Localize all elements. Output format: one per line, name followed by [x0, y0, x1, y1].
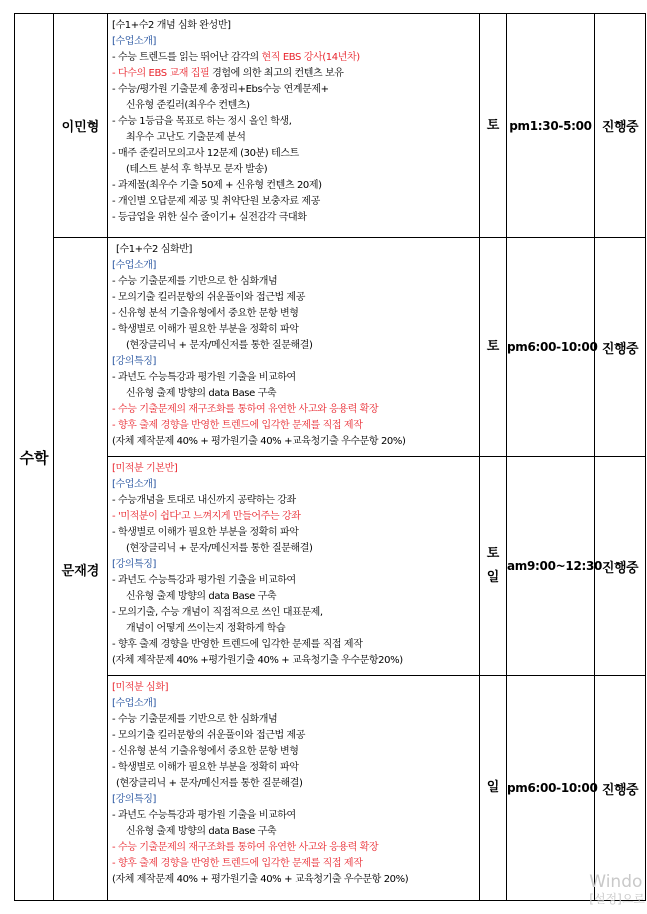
- description-text: - 매주 준킬러모의고사 12문제 (30분) 테스트: [112, 148, 299, 159]
- description-line: [112, 637, 479, 653]
- description-text: - 수능 1등급을 목표로 하는 정시 올인 학생,: [112, 116, 292, 127]
- description-text: [강의특징]: [112, 559, 157, 570]
- course-description: [108, 457, 480, 676]
- description-text: [미적분 심화]: [112, 682, 169, 693]
- course-description: [108, 14, 480, 238]
- description-text: - 과년도 수능특강과 평가원 기출을 비교하여: [112, 372, 296, 383]
- description-text: (자체 제작문제 40% +평가원기출 40% + 교육청기출 우수문항20%): [112, 655, 403, 666]
- description-text: 최우수 고난도 기출문제 분석: [126, 132, 246, 143]
- description-line: [112, 680, 479, 696]
- description-text: - 모의기출, 수능 개념이 직접적으로 쓰인 대표문제,: [112, 607, 323, 618]
- description-line: [112, 370, 479, 386]
- description-line: [112, 541, 479, 557]
- description-line: [112, 728, 479, 744]
- description-text: - 모의기출 킬러문항의 쉬운풀이와 접근법 제공: [112, 292, 306, 303]
- description-text: - 과년도 수능특강과 평가원 기출을 비교하여: [112, 810, 296, 821]
- description-line: [112, 525, 479, 541]
- description-text: - 수능개념을 토대로 내신까지 공략하는 강좌: [112, 495, 296, 506]
- description-line: [112, 178, 479, 194]
- description-text: (현장클리닉 + 문자/메신저를 통한 질문해결): [126, 543, 313, 554]
- time-cell: am9:00~12:30: [507, 457, 595, 676]
- teacher-cell: 이민형: [54, 14, 108, 238]
- table-row: [15, 676, 646, 901]
- description-line: [112, 856, 479, 872]
- description-text: (테스트 분석 후 학부모 문자 발송): [126, 164, 268, 175]
- description-line: [112, 34, 479, 50]
- description-text: 신유형 출제 방향의 data Base 구축: [126, 388, 277, 399]
- description-line: [112, 712, 479, 728]
- day-cell: [480, 457, 507, 676]
- description-line: [112, 418, 479, 434]
- day-label: 토: [486, 117, 500, 133]
- teacher-cell: 문재경: [54, 238, 108, 901]
- description-text: - 등급업을 위한 실수 줄이기+ 실전감각 극대화: [112, 212, 307, 223]
- day-label: 일: [486, 570, 500, 585]
- description-text: 현직 EBS 강사(14년차): [261, 52, 360, 63]
- description-line: [112, 605, 479, 621]
- status-cell: 진행중: [595, 457, 646, 676]
- description-line: [112, 66, 479, 82]
- day-cell: [480, 676, 507, 901]
- description-line: [112, 840, 479, 856]
- description-line: [112, 477, 479, 493]
- description-line: [112, 696, 479, 712]
- subject-cell: 수학: [15, 14, 54, 901]
- description-line: [112, 402, 479, 418]
- description-text: - 수능 기출문제의 재구조화를 통하여 유연한 사고와 응용력 확장: [112, 404, 379, 415]
- description-line: [112, 824, 479, 840]
- day-cell: [480, 14, 507, 238]
- description-text: [수업소개]: [112, 260, 157, 271]
- description-text: - 학생별로 이해가 필요한 부분을 정확히 파악: [112, 324, 299, 335]
- description-line: [112, 557, 479, 573]
- description-line: [112, 162, 479, 178]
- description-line: [112, 306, 479, 322]
- description-line: [112, 290, 479, 306]
- description-text: - 신유형 분석 기출유형에서 중요한 문항 변형: [112, 308, 299, 319]
- description-line: [112, 18, 479, 34]
- description-text: - 과년도 수능특강과 평가원 기출을 비교하여: [112, 575, 296, 586]
- description-line: [112, 434, 479, 450]
- description-line: [112, 589, 479, 605]
- description-line: [112, 354, 479, 370]
- status-cell: 진행중: [595, 676, 646, 901]
- description-line: [112, 274, 479, 290]
- description-text: [강의특징]: [112, 794, 157, 805]
- class-schedule-table: [14, 13, 646, 901]
- description-text: - 학생별로 이해가 필요한 부분을 정확히 파악: [112, 762, 299, 773]
- description-text: [수업소개]: [112, 479, 157, 490]
- description-text: 개념이 어떻게 쓰이는지 정확하게 학습: [126, 623, 286, 634]
- description-text: (현장클리닉 + 문자/메신저를 통한 질문해결): [116, 778, 303, 789]
- description-line: [112, 776, 479, 792]
- description-text: - '미적분이 쉽다'고 느껴지게 만들어주는 강좌: [112, 511, 301, 522]
- description-text: - 향후 출제 경향을 반영한 트렌드에 입각한 문제를 직접 제작: [112, 858, 363, 869]
- description-line: [112, 242, 479, 258]
- description-text: - 다수의 EBS 교재 집필: [112, 68, 210, 79]
- day-label: 일: [486, 780, 500, 795]
- description-line: [112, 322, 479, 338]
- description-line: [112, 338, 479, 354]
- table-row: [15, 14, 646, 238]
- description-text: - 신유형 분석 기출유형에서 중요한 문항 변형: [112, 746, 299, 757]
- description-line: [112, 509, 479, 525]
- description-text: 신유형 준킬러(최우수 컨텐츠): [126, 100, 250, 111]
- description-text: - 모의기출 킬러문항의 쉬운풀이와 접근법 제공: [112, 730, 306, 741]
- description-line: [112, 130, 479, 146]
- description-line: [112, 461, 479, 477]
- description-line: [112, 386, 479, 402]
- status-cell: 진행중: [595, 238, 646, 457]
- description-text: - 수능 기출문제를 기반으로 한 심화개념: [112, 276, 278, 287]
- description-line: [112, 744, 479, 760]
- description-text: [미적분 기본반]: [112, 463, 178, 474]
- table-row: [15, 457, 646, 676]
- course-description: [108, 238, 480, 457]
- description-line: [112, 653, 479, 669]
- description-line: [112, 808, 479, 824]
- description-text: [수1+수2 개념 심화 완성반]: [112, 20, 231, 31]
- time-cell: pm6:00-10:00: [507, 676, 595, 901]
- description-line: [112, 493, 479, 509]
- description-text: - 수능 기출문제의 재구조화를 통하여 유연한 사고와 응용력 확장: [112, 842, 379, 853]
- description-line: [112, 194, 479, 210]
- description-line: [112, 114, 479, 130]
- description-text: - 과제물(최우수 기출 50제 + 신유형 컨텐츠 20제): [112, 180, 322, 191]
- description-line: [112, 573, 479, 589]
- day-label: 토: [486, 339, 500, 354]
- description-text: - 수능 트렌드를 읽는 뛰어난 감각의: [112, 52, 262, 63]
- description-line: [112, 872, 479, 888]
- day-cell: [480, 238, 507, 457]
- description-text: - 개인별 오답문제 제공 및 취약단원 보충자료 제공: [112, 196, 320, 207]
- description-line: [112, 146, 479, 162]
- description-text: [수업소개]: [112, 698, 157, 709]
- table-row: [15, 238, 646, 457]
- watermark-title: Windo: [589, 872, 643, 892]
- description-text: (현장클리닉 + 문자/메신저를 통한 질문해결): [126, 340, 313, 351]
- description-line: [112, 760, 479, 776]
- description-line: [112, 792, 479, 808]
- description-text: (자체 제작문제 40% + 평가원기출 40% + 교육청기출 우수문항 20%): [112, 874, 409, 885]
- description-line: [112, 621, 479, 637]
- time-cell: pm6:00-10:00: [507, 238, 595, 457]
- description-text: (자체 제작문제 40% + 평가원기출 40% +교육청기출 우수문항 20%): [112, 436, 406, 447]
- description-line: [112, 210, 479, 226]
- description-text: - 향후 출제 경향을 반영한 트렌드에 입각한 문제를 직접 제작: [112, 639, 363, 650]
- description-text: [강의특징]: [112, 356, 157, 367]
- description-text: - 수능 기출문제를 기반으로 한 심화개념: [112, 714, 278, 725]
- description-line: [112, 258, 479, 274]
- description-line: [112, 82, 479, 98]
- description-text: 경험에 의한 최고의 컨텐츠 보유: [209, 68, 344, 79]
- description-text: - 향후 출제 경향을 반영한 트렌드에 입각한 문제를 직접 제작: [112, 420, 363, 431]
- description-text: - 학생별로 이해가 필요한 부분을 정확히 파악: [112, 527, 299, 538]
- time-cell: pm1:30-5:00: [507, 14, 595, 238]
- description-text: 신유형 출제 방향의 data Base 구축: [126, 591, 277, 602]
- description-text: 신유형 출제 방향의 data Base 구축: [126, 826, 277, 837]
- watermark-subtitle: [설정]으로: [589, 892, 645, 906]
- status-cell: 진행중: [595, 14, 646, 238]
- course-description: [108, 676, 480, 901]
- day-label: 토: [486, 546, 500, 561]
- description-line: [112, 98, 479, 114]
- description-text: [수1+수2 심화반]: [116, 244, 192, 255]
- description-text: - 수능/평가원 기출문제 총정리+Ebs수능 연계문제+: [112, 84, 329, 95]
- windows-activation-watermark: [589, 872, 645, 906]
- description-line: [112, 50, 479, 66]
- description-text: [수업소개]: [112, 36, 157, 47]
